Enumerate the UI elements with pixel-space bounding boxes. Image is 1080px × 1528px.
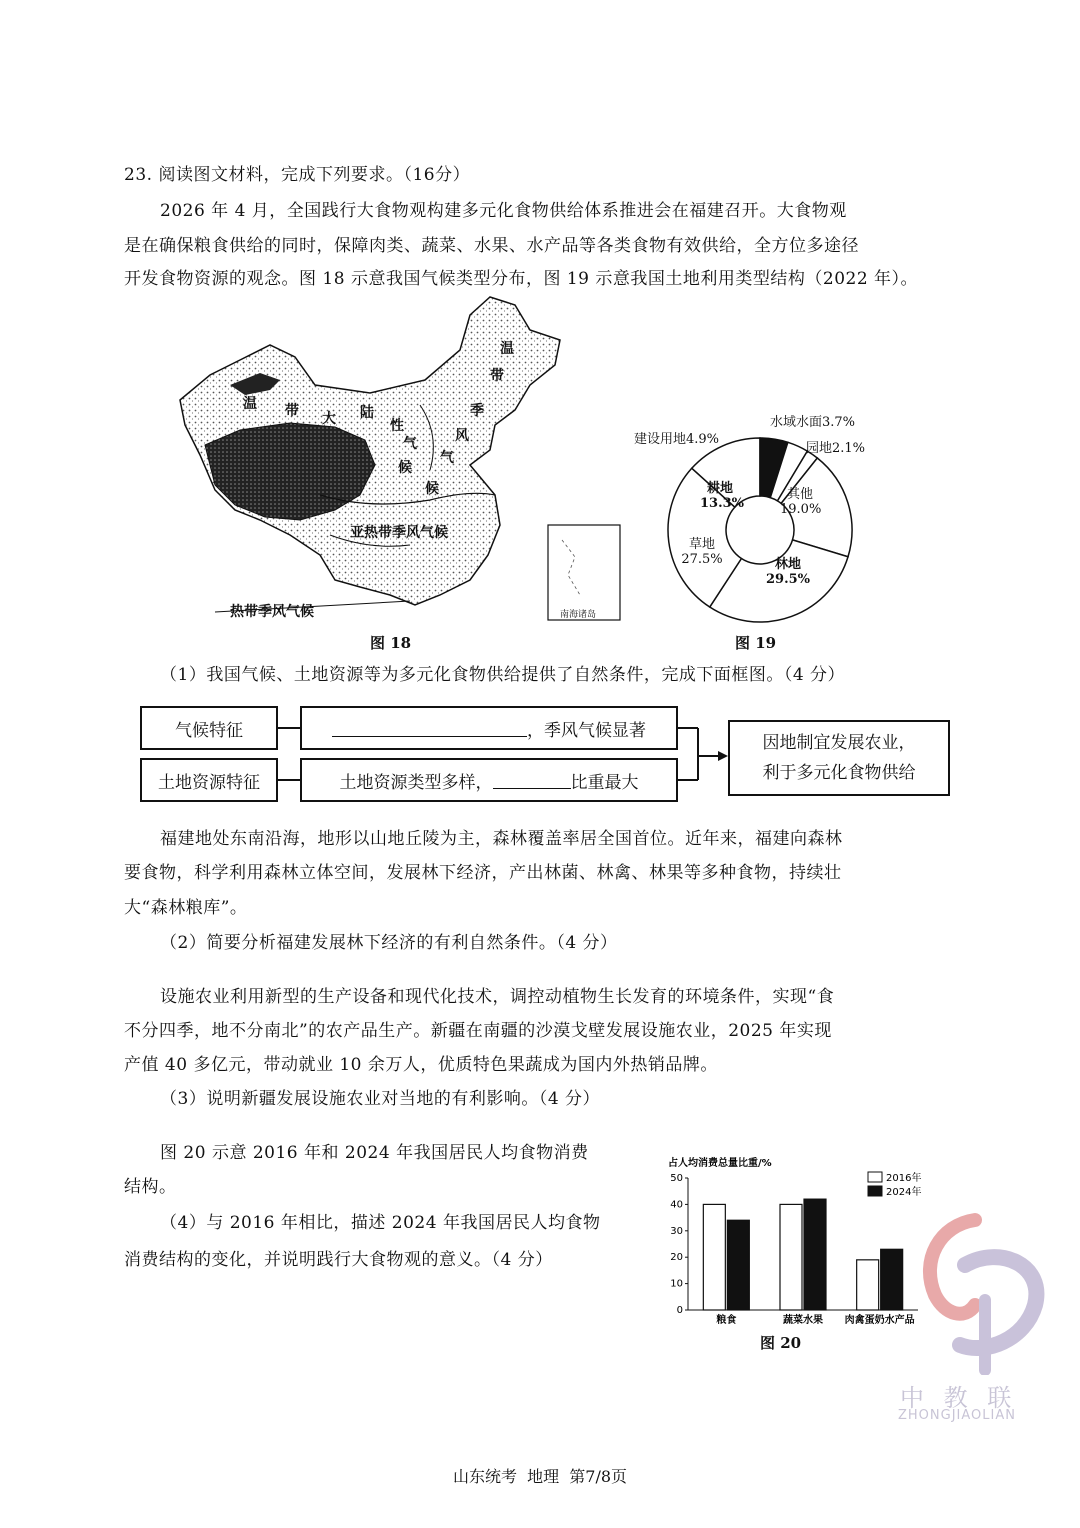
land-answer-prefix: 土地资源类型多样， xyxy=(339,772,493,793)
y-tick-label-1: 10 xyxy=(670,1278,683,1290)
south-sea-inset xyxy=(548,525,620,620)
x-tick-label-2: 肉禽蛋奶水产品 xyxy=(844,1315,915,1326)
q2-text: （2）简要分析福建发展林下经济的有利自然条件。（4 分） xyxy=(160,933,618,953)
legend-label-1: 2024年 xyxy=(886,1187,922,1198)
q1-text: （1）我国气候、土地资源等为多元化食物供给提供了自然条件，完成下面框图。（4 分） xyxy=(160,665,846,685)
y-tick-label-5: 50 xyxy=(670,1173,683,1184)
legend-label-0: 2016年 xyxy=(886,1173,922,1184)
pie-label-grass: 草地 27.5% xyxy=(681,537,723,567)
q4-line-1: （4）与 2016 年相比，描述 2024 年我国居民人均食物 xyxy=(160,1213,601,1233)
bar-2-0 xyxy=(857,1260,879,1310)
map-label-da: 大 xyxy=(322,411,336,427)
bar-1-0 xyxy=(780,1204,802,1310)
map-label-tropical: 热带季风气候 xyxy=(230,604,314,620)
para4-line-1: 图 20 示意 2016 年和 2024 年我国居民人均食物消费 xyxy=(160,1143,589,1163)
watermark-cn: 中 教 联 xyxy=(900,1384,1018,1412)
q3-text: （3）说明新疆发展设施农业对当地的有利影响。（4 分） xyxy=(160,1089,601,1109)
bar-1-1 xyxy=(804,1199,826,1310)
land-feature-box: 土地资源特征 xyxy=(140,758,278,802)
watermark-logo xyxy=(905,1205,1055,1375)
question-title: 23. 阅读图文材料，完成下列要求。（16分） xyxy=(124,165,471,185)
map-label-dai2: 带 xyxy=(490,368,504,384)
intro-line-1: 2026 年 4 月，全国践行大食物观构建多元化食物供给体系推进会在福建召开。大食物观 xyxy=(160,201,847,221)
para3-line-2: 不分四季，地不分南北”的农产品生产。新疆在南疆的沙漠戈壁发展设施农业，2025 年实现 xyxy=(124,1021,832,1041)
climate-answer-suffix: ，季风气候显著 xyxy=(527,720,646,741)
climate-answer-blank[interactable] xyxy=(332,720,527,737)
pie-label-orchard: 园地2.1% xyxy=(806,441,866,456)
para3-line-1: 设施农业利用新型的生产设备和现代化技术，调控动植物生长发育的环境条件，实现“食 xyxy=(160,987,835,1007)
y-tick-label-2: 20 xyxy=(670,1252,683,1264)
x-tick-label-0: 粮食 xyxy=(716,1315,737,1326)
map-label-xing: 性 xyxy=(390,418,404,434)
para2-line-3: 大“森林粮库”。 xyxy=(124,898,248,918)
y-tick-label-3: 30 xyxy=(670,1225,683,1237)
pie-label-other: 其他 19.0% xyxy=(780,487,822,517)
fig19-caption: 图 19 xyxy=(735,634,777,652)
intro-line-2: 是在确保粮食供给的同时，保障肉类、蔬菜、水果、水产品等各类食物有效供给，全方位多途径 xyxy=(124,236,859,256)
map-label-dai: 带 xyxy=(285,403,299,419)
y-tick-label-4: 40 xyxy=(670,1199,683,1211)
map-label-hou2: 候 xyxy=(425,481,439,497)
map-label-south-sea: 南海诸岛 xyxy=(560,610,597,620)
land-answer-suffix: 比重最大 xyxy=(570,772,639,793)
page-footer: 山东统考 地理 第7/8页 xyxy=(452,1467,628,1486)
q4-line-2: 消费结构的变化，并说明践行大食物观的意义。（4 分） xyxy=(124,1250,553,1270)
bar-0-0 xyxy=(703,1204,725,1310)
map-label-wen: 温 xyxy=(243,396,257,412)
para3-line-3: 产值 40 多亿元，带动就业 10 余万人，优质特色果蔬成为国内外热销品牌。 xyxy=(124,1055,718,1075)
map-label-lu: 陆 xyxy=(360,405,374,421)
food-consumption-bar-chart xyxy=(650,1150,940,1350)
map-label-feng: 风 xyxy=(455,428,469,444)
map-label-qi2: 气 xyxy=(440,450,454,466)
y-tick-label-0: 0 xyxy=(676,1305,683,1316)
pie-label-farmland: 耕地 13.3% xyxy=(700,481,745,511)
map-label-subtropical: 亚热带季风气候 xyxy=(350,525,448,541)
map-label-ji: 季 xyxy=(470,403,484,419)
para4-line-2: 结构。 xyxy=(124,1177,177,1197)
land-answer-box xyxy=(300,758,678,802)
map-label-wen2: 温 xyxy=(500,341,514,357)
fig18-caption: 图 18 xyxy=(370,634,412,652)
intro-line-3: 开发食物资源的观念。图 18 示意我国气候类型分布，图 19 示意我国土地利用类型结构（2022 年）。 xyxy=(124,269,919,289)
fig20-caption: 图 20 xyxy=(760,1334,802,1352)
map-label-hou: 候 xyxy=(398,460,412,476)
climate-answer-box xyxy=(300,706,678,750)
climate-feature-box: 气候特征 xyxy=(140,706,278,750)
result-line-1: 因地制宜发展农业， xyxy=(762,733,916,753)
map-label-qi: 气 xyxy=(403,436,417,452)
chart-title: 占人均消费总量比重/% xyxy=(668,1158,772,1169)
bar-2-1 xyxy=(881,1249,903,1310)
pie-label-construction: 建设用地4.9% xyxy=(634,432,720,447)
pie-label-forest: 林地 29.5% xyxy=(766,557,811,587)
pie-label-water: 水域水面3.7% xyxy=(770,415,856,430)
land-answer-blank[interactable] xyxy=(493,772,571,789)
result-box xyxy=(728,720,950,796)
watermark-en: ZHONGJIAOLIAN xyxy=(898,1408,1016,1423)
para2-line-1: 福建地处东南沿海，地形以山地丘陵为主，森林覆盖率居全国首位。近年来，福建向森林 xyxy=(160,829,843,849)
x-tick-label-1: 蔬菜水果 xyxy=(783,1315,823,1326)
bar-0-1 xyxy=(727,1220,749,1310)
result-line-2: 利于多元化食物供给 xyxy=(762,763,916,783)
land-use-donut-chart xyxy=(660,430,860,630)
legend-swatch-0 xyxy=(868,1172,882,1182)
legend-swatch-1 xyxy=(868,1186,882,1196)
para2-line-2: 要食物，科学利用森林立体空间，发展林下经济，产出林菌、林禽、林果等多种食物，持续壮 xyxy=(124,863,842,883)
